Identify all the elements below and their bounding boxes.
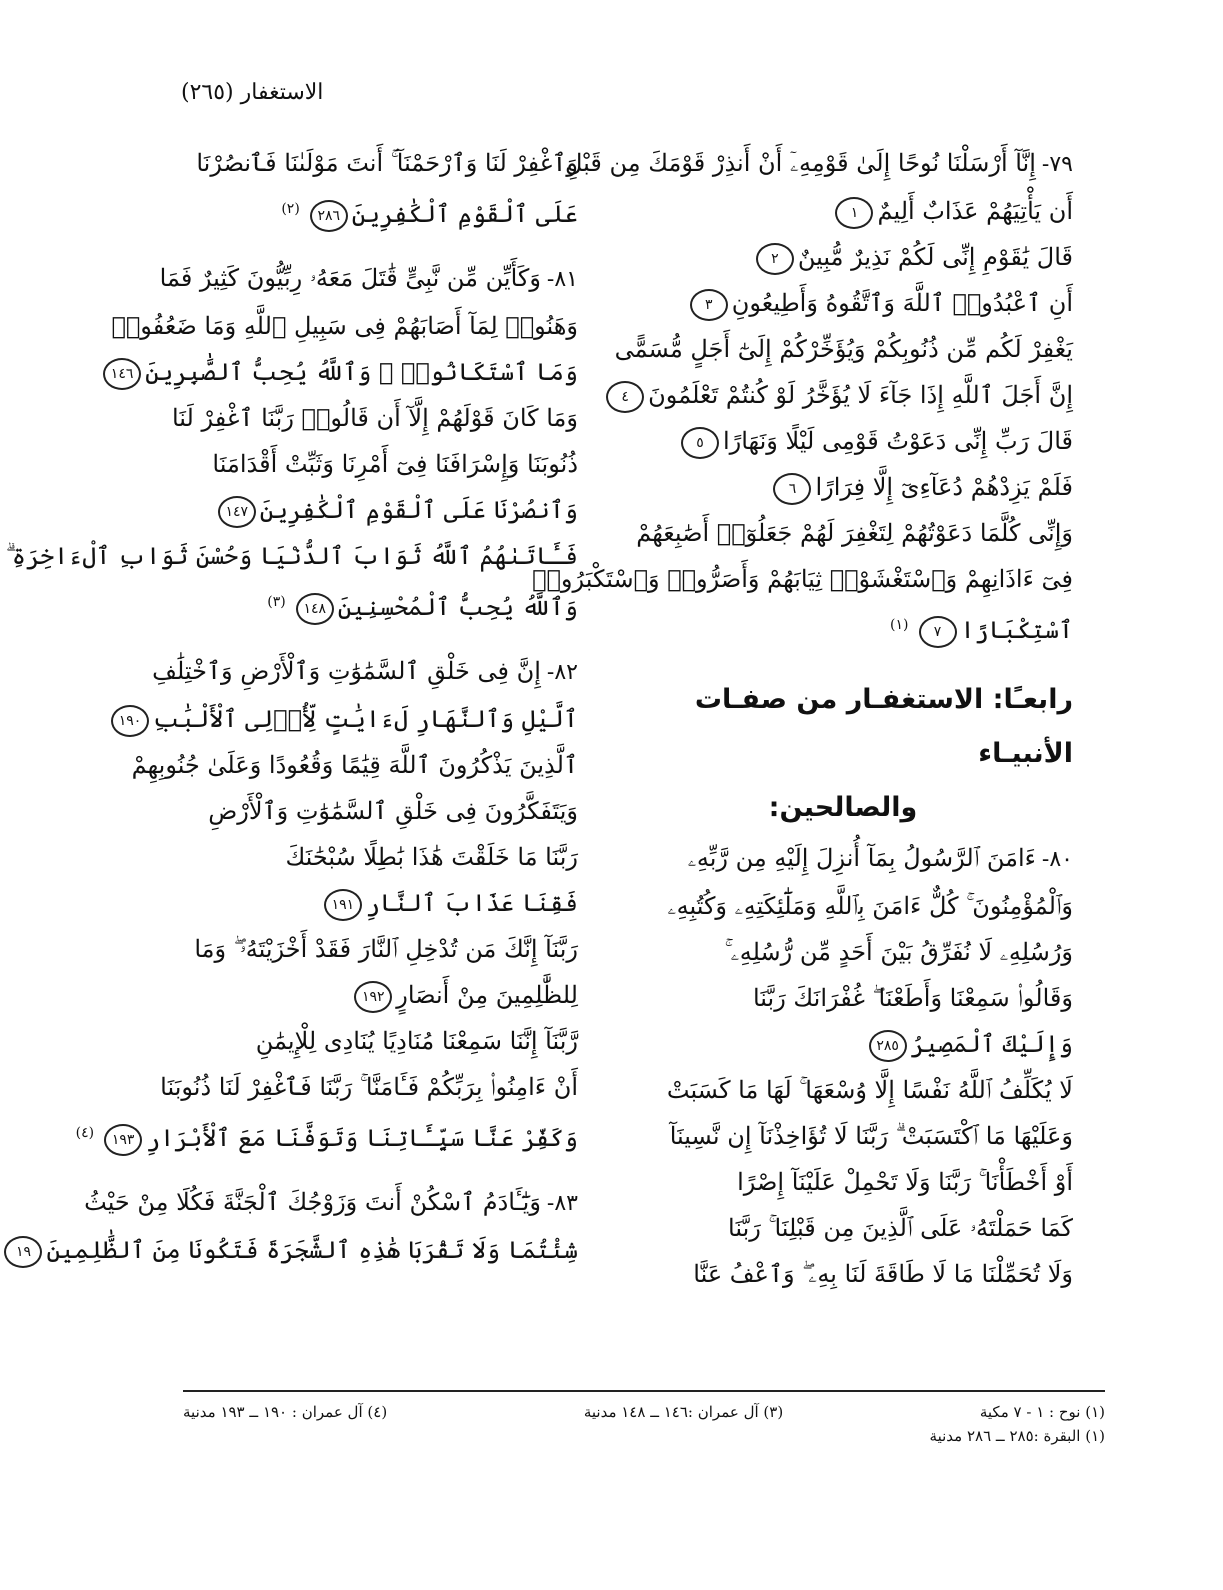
ayah-number-mark: ١٩١ [324, 889, 362, 921]
verse-line: وَكَفِّرْ عَنَّا سَيِّـَٔاتِنَا وَتَوَفَّنَا مَعَ ٱلْأَبْرَارِ [146, 1124, 578, 1152]
verse-number: ٨٠- [1041, 847, 1073, 872]
section-heading-line1: رابعـًا: الاستغفـار من صفـات الأنبيـاء [694, 684, 1073, 769]
verse-83 [15, 1179, 578, 1273]
section-heading [613, 673, 1073, 835]
ayah-number-mark: ٢٨٦ [310, 200, 348, 232]
verse-line: لِلظَّٰلِمِينَ مِنْ أَنصَارٍ [396, 981, 578, 1009]
ayah-number-mark: ٤ [606, 381, 644, 413]
footnote-4: (٤) آل عمران : ١٩٠ ــ ١٩٣ مدنية [183, 1403, 388, 1421]
verse-line: وَإِنِّى كُلَّمَا دَعَوْتُهُمْ لِتَغْفِرَ لَهُمْ جَعَلُوٓا۟ أَصَٰبِعَهُمْ [636, 519, 1073, 547]
verse-line: فَلَمْ يَزِدْهُمْ دُعَآءِىٓ إِلَّا فِرَارًا [815, 473, 1073, 501]
verse-80 [613, 835, 1073, 1297]
verse-line: رَّبَّنَآ إِنَّنَا سَمِعْنَا مُنَادِيًا يُنَادِى لِلْإِيمَٰنِ [255, 1027, 578, 1055]
verse-81 [5, 255, 578, 630]
verse-80-continued [68, 140, 578, 237]
footnote-divider [183, 1390, 1105, 1392]
verse-number: ٨٢- [546, 660, 578, 685]
verse-line: قَالَ رَبِّ إِنِّى دَعَوْتُ قَوْمِى لَيْلًا وَنَهَارًا [722, 427, 1073, 455]
verse-line: لَا يُكَلِّفُ ٱللَّهُ نَفْسًا إِلَّا وُسْعَهَا ۚ لَهَا مَا كَسَبَتْ [666, 1076, 1073, 1104]
verse-line: ذُنُوبَنَا وَإِسْرَافَنَا فِىٓ أَمْرِنَا وَثَبِّتْ أَقْدَامَنَا [212, 450, 578, 478]
footnote-2: (١) البقرة :٢٨٥ ــ ٢٨٦ مدنية [929, 1427, 1105, 1445]
ayah-number-mark: ٣ [690, 289, 728, 321]
ayah-number-mark: ٧ [919, 616, 957, 648]
verse-line: وَرُسُلِهِۦ لَا نُفَرِّقُ بَيْنَ أَحَدٍ مِّن رُّسُلِهِۦ ۚ [724, 938, 1073, 966]
verse-number: ٨٣- [546, 1191, 578, 1216]
ayah-number-mark: ١ [835, 197, 873, 229]
verse-line: إِنَّ أَجَلَ ٱللَّهِ إِذَا جَآءَ لَا يُؤَخَّرُ لَوْ كُنتُمْ تَعْلَمُونَ [648, 381, 1073, 409]
page-header: الاستغفار (٢٦٥) [181, 80, 324, 105]
verse-line: فَقِنَا عَذَابَ ٱلنَّارِ [365, 889, 578, 917]
footnote-ref: (٣) [267, 594, 286, 610]
verse-line: وَٱللَّهُ يُحِبُّ ٱلْمُحْسِنِينَ [337, 593, 578, 621]
verse-line: ٱلَّيْلِ وَٱلنَّهَارِ لَءَايَٰتٍ لِّأُو۟لِى ٱلْأَلْبَٰبِ [153, 705, 578, 733]
footnote-3: (٣) آل عمران :١٤٦ ــ ١٤٨ مدنية [583, 1403, 784, 1421]
verse-line: شِئْتُمَا وَلَا تَقْرَبَا هَٰذِهِ ٱلشَّجَرَةَ فَتَكُونَا مِنَ ٱلظَّٰلِمِينَ [46, 1236, 578, 1264]
ayah-number-mark: ١٩٣ [104, 1124, 142, 1156]
ayah-number-mark: ١٤٨ [296, 593, 334, 625]
verse-number: ٧٩- [1041, 152, 1073, 177]
verse-line: وَيَٰٓـَٔادَمُ ٱسْكُنْ أَنتَ وَزَوْجُكَ ٱلْجَنَّةَ فَكُلَا مِنْ حَيْثُ [84, 1188, 541, 1216]
verse-82 [68, 648, 578, 1161]
verse-line: ٱسْتِكْبَارًا [960, 616, 1073, 644]
section-heading-line2: والصالحين: [768, 792, 918, 823]
verse-line: وَمَا ٱسْتَكَانُوا۟ ۗ وَٱللَّهُ يُحِبُّ ٱلصَّٰبِرِينَ [145, 358, 578, 386]
verse-line: أَنِ ٱعْبُدُوا۟ ٱللَّهَ وَٱتَّقُوهُ وَأَطِيعُونِ [731, 289, 1073, 317]
verse-line: رَبَّنَآ إِنَّكَ مَن تُدْخِلِ ٱلنَّارَ فَقَدْ أَخْزَيْتَهُۥ ۖ وَمَا [194, 935, 578, 963]
verse-line: كَمَا حَمَلْتَهُۥ عَلَى ٱلَّذِينَ مِن قَبْلِنَا ۚ رَبَّنَا [728, 1214, 1073, 1242]
verse-line: أَنْ ءَامِنُوا۟ بِرَبِّكُمْ فَـَٔامَنَّا ۚ رَبَّنَا فَٱغْفِرْ لَنَا ذُنُوبَنَا [160, 1073, 578, 1101]
verse-line: أَن يَأْتِيَهُمْ عَذَابٌ أَلِيمٌ [877, 197, 1073, 225]
ayah-number-mark: ١٩٢ [354, 981, 392, 1013]
verse-line: وَإِلَيْكَ ٱلْمَصِيرُ [910, 1030, 1073, 1058]
footnote-ref: (١) [890, 617, 909, 633]
ayah-number-mark: ١٩٠ [111, 705, 149, 737]
ayah-number-mark: ١٤٧ [218, 496, 256, 528]
verse-line: عَلَى ٱلْقَوْمِ ٱلْكَٰفِرِينَ [351, 200, 578, 228]
footnote-ref: (٤) [75, 1125, 95, 1141]
verse-line: وَلَا تُحَمِّلْنَا مَا لَا طَاقَةَ لَنَا بِهِۦ ۖ وَٱعْفُ عَنَّا [693, 1260, 1073, 1288]
left-column [5, 140, 578, 1291]
verse-line: يَغْفِرْ لَكُم مِّن ذُنُوبِكُمْ وَيُؤَخِّرْكُمْ إِلَىٰٓ أَجَلٍ مُّسَمًّى [614, 335, 1073, 363]
verse-line: أَوْ أَخْطَأْنَا ۚ رَبَّنَا وَلَا تَحْمِلْ عَلَيْنَآ إِصْرًا [737, 1168, 1073, 1196]
verse-line: فِىٓ ءَاذَانِهِمْ وَٱسْتَغْشَوْا۟ ثِيَابَهُمْ وَأَصَرُّوا۟ وَٱسْتَكْبَرُوا۟ [532, 565, 1073, 593]
verse-line: وَٱلْمُؤْمِنُونَ ۚ كُلٌّ ءَامَنَ بِٱللَّهِ وَمَلَٰٓئِكَتِهِۦ وَكُتُبِهِۦ [667, 892, 1073, 920]
verse-number: ٨١- [546, 267, 578, 292]
ayah-number-mark: ٢٨٥ [869, 1030, 907, 1062]
verse-line: وَعَلَيْهَا مَا ٱكْتَسَبَتْ ۗ رَبَّنَا لَا تُؤَاخِذْنَآ إِن نَّسِينَآ [669, 1122, 1073, 1150]
ayah-number-mark: ٦ [773, 473, 811, 505]
ayah-number-mark: ١٩ [4, 1236, 42, 1268]
verse-line: ٱلَّذِينَ يَذْكُرُونَ ٱللَّهَ قِيَٰمًا وَقُعُودًا وَعَلَىٰ جُنُوبِهِمْ [131, 751, 578, 779]
verse-line: وَيَتَفَكَّرُونَ فِى خَلْقِ ٱلسَّمَٰوَٰتِ وَٱلْأَرْضِ [208, 797, 578, 825]
verse-line: وَهَنُوا۟ لِمَآ أَصَابَهُمْ فِى سَبِيلِ ٱللَّهِ وَمَا ضَعُفُوا۟ [111, 312, 578, 340]
verse-line: إِنَّآ أَرْسَلْنَا نُوحًا إِلَىٰ قَوْمِهِۦٓ أَنْ أَنذِرْ قَوْمَكَ مِن قَبْلِ [565, 149, 1036, 177]
verse-line: رَبَّنَا مَا خَلَقْتَ هَٰذَا بَٰطِلًا سُبْحَٰنَكَ [285, 843, 578, 871]
verse-line: ءَامَنَ ٱلرَّسُولُ بِمَآ أُنزِلَ إِلَيْهِ مِن رَّبِّهِۦ [687, 844, 1036, 872]
verse-line: فَـَٔاتَىٰهُمُ ٱللَّهُ ثَوَابَ ٱلدُّنْيَا وَحُسْنَ ثَوَابِ ٱلْءَاخِرَةِ ۗ [5, 542, 578, 570]
verse-line: وَقَالُوا۟ سَمِعْنَا وَأَطَعْنَا ۖ غُفْرَانَكَ رَبَّنَا [752, 984, 1073, 1012]
verse-line: وَمَا كَانَ قَوْلَهُمْ إِلَّآ أَن قَالُوا۟ رَبَّنَا ٱغْفِرْ لَنَا [171, 404, 578, 432]
verse-line: وَكَأَيِّن مِّن نَّبِىٍّ قَٰتَلَ مَعَهُۥ رِبِّيُّونَ كَثِيرٌ فَمَا [159, 264, 541, 292]
verse-line: قَالَ يَٰقَوْمِ إِنِّى لَكُمْ نَذِيرٌ مُّبِينٌ [797, 243, 1073, 271]
footnote-ref: (٢) [281, 201, 300, 217]
ayah-number-mark: ٥ [681, 427, 719, 459]
verse-line: وَٱغْفِرْ لَنَا وَٱرْحَمْنَآ ۚ أَنتَ مَوْلَىٰنَا فَٱنصُرْنَا [196, 149, 578, 177]
footnote-1: (١) نوح : ١ - ٧ مكية [979, 1403, 1105, 1421]
verse-line: إِنَّ فِى خَلْقِ ٱلسَّمَٰوَٰتِ وَٱلْأَرْضِ وَٱخْتِلَٰفِ [152, 657, 541, 685]
ayah-number-mark: ٢ [756, 243, 794, 275]
ayah-number-mark: ١٤٦ [103, 358, 141, 390]
verse-line: وَٱنصُرْنَا عَلَى ٱلْقَوْمِ ٱلْكَٰفِرِينَ [259, 496, 578, 524]
footnotes [183, 1400, 1105, 1448]
